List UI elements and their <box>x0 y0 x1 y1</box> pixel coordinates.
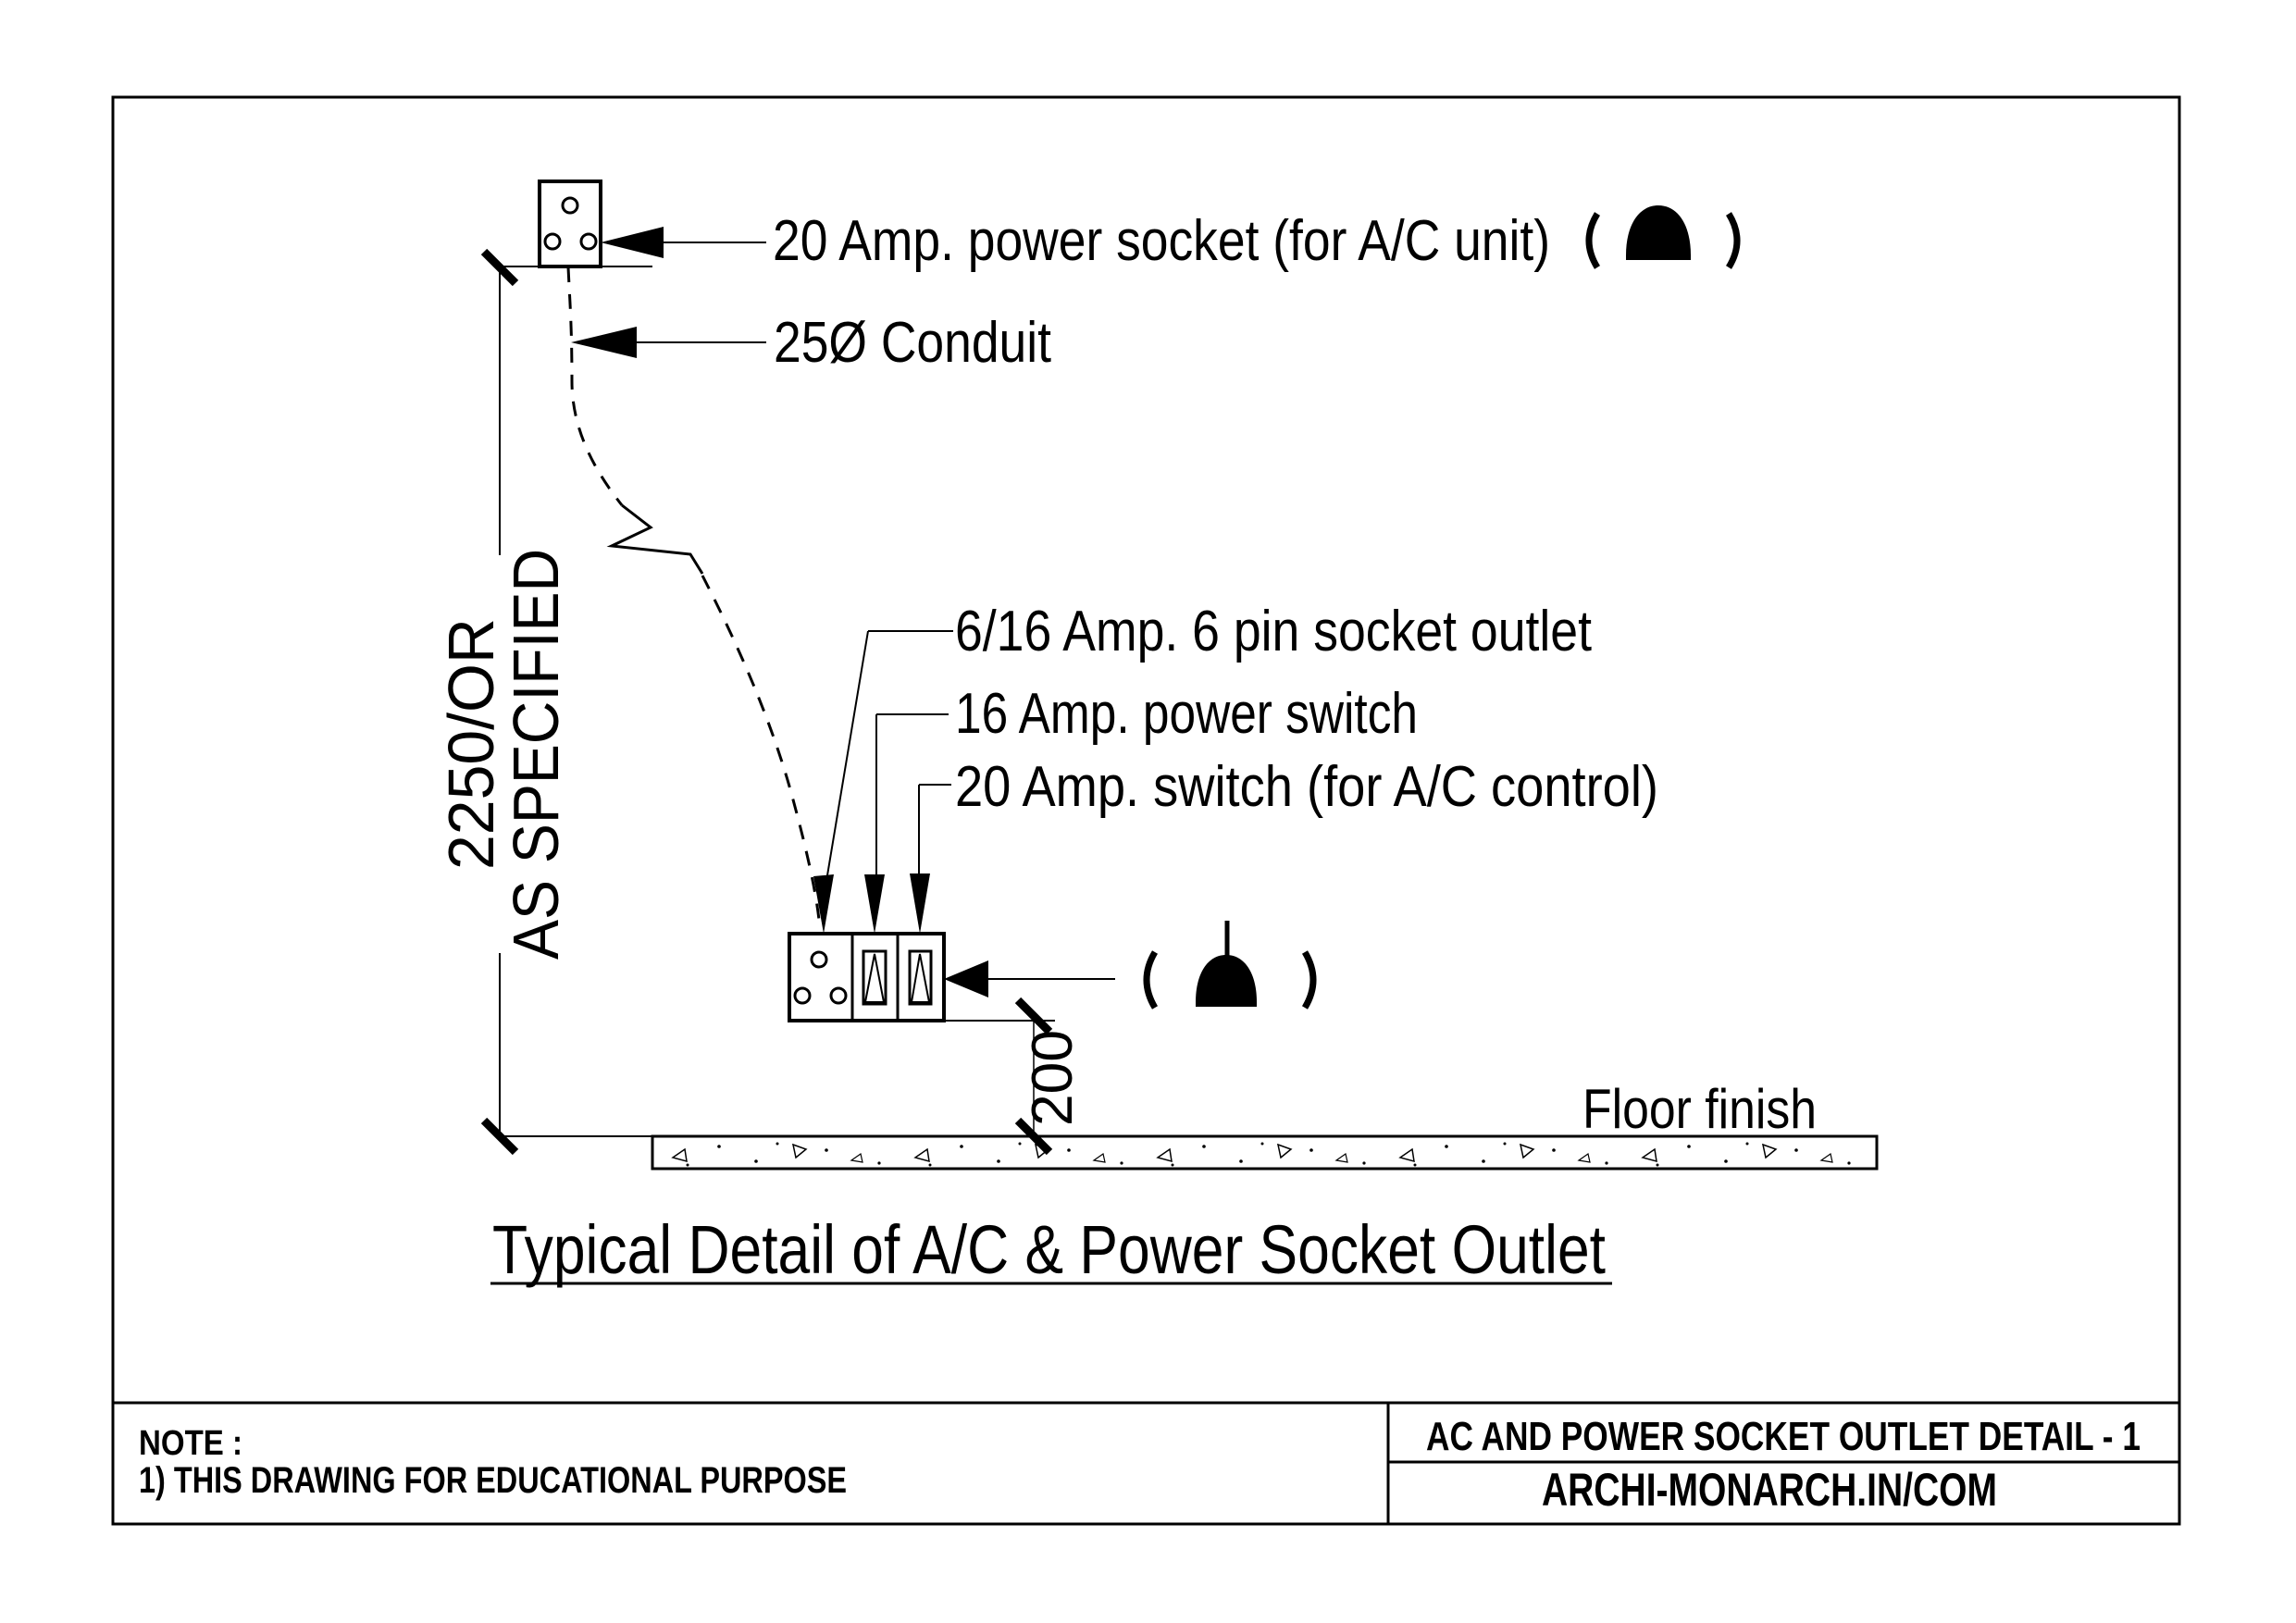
line-break-icon <box>612 505 702 574</box>
outlet-height-dimension-text: 200 <box>1021 1030 1085 1126</box>
title-block <box>113 1403 2179 1524</box>
power-switch-label: 16 Amp. power switch <box>955 682 1418 746</box>
pin-socket-leader-arrow <box>813 631 953 934</box>
floor-finish-label: Floor finish <box>1582 1078 1817 1140</box>
height-dimension <box>435 252 572 1152</box>
ac-power-socket-symbol <box>540 181 601 266</box>
power-socket-label: 20 Amp. power socket (for A/C unit) <box>773 209 1550 273</box>
socket-symbol-icon <box>1147 921 1313 1008</box>
title-block-website: ARCHI-MONARCH.IN/COM <box>1542 1464 1997 1516</box>
conduit-leader-arrow <box>571 327 766 358</box>
drawing-title-text: Typical Detail of A/C & Power Socket Outlet <box>492 1211 1607 1288</box>
floor-slab <box>652 1136 1877 1169</box>
height-dimension-text-line1: 2250/OR <box>435 610 507 870</box>
note-item: 1) THIS DRAWING FOR EDUCATIONAL PURPOSE <box>139 1460 847 1501</box>
outlet-assembly-symbol <box>789 934 944 1021</box>
title-block-detail-name: AC AND POWER SOCKET OUTLET DETAIL - 1 <box>1426 1414 2141 1459</box>
pin-socket-label: 6/16 Amp. 6 pin socket outlet <box>955 600 1592 663</box>
drawing-title <box>490 1211 1612 1288</box>
note-heading: NOTE : <box>139 1424 242 1463</box>
height-dimension-text-line2: AS SPECIFIED <box>500 513 572 960</box>
power-socket-leader-arrow <box>601 227 766 258</box>
outlet-height-dimension <box>944 1000 1085 1152</box>
ac-socket-symbol-icon <box>1589 205 1737 267</box>
conduit-label: 25Ø Conduit <box>774 311 1051 375</box>
outlet-pointer-arrow <box>944 960 1115 997</box>
power-switch-leader-arrow <box>864 714 949 934</box>
ac-switch-leader-arrow <box>910 785 951 934</box>
ac-switch-label: 20 Amp. switch (for A/C control) <box>955 755 1658 819</box>
